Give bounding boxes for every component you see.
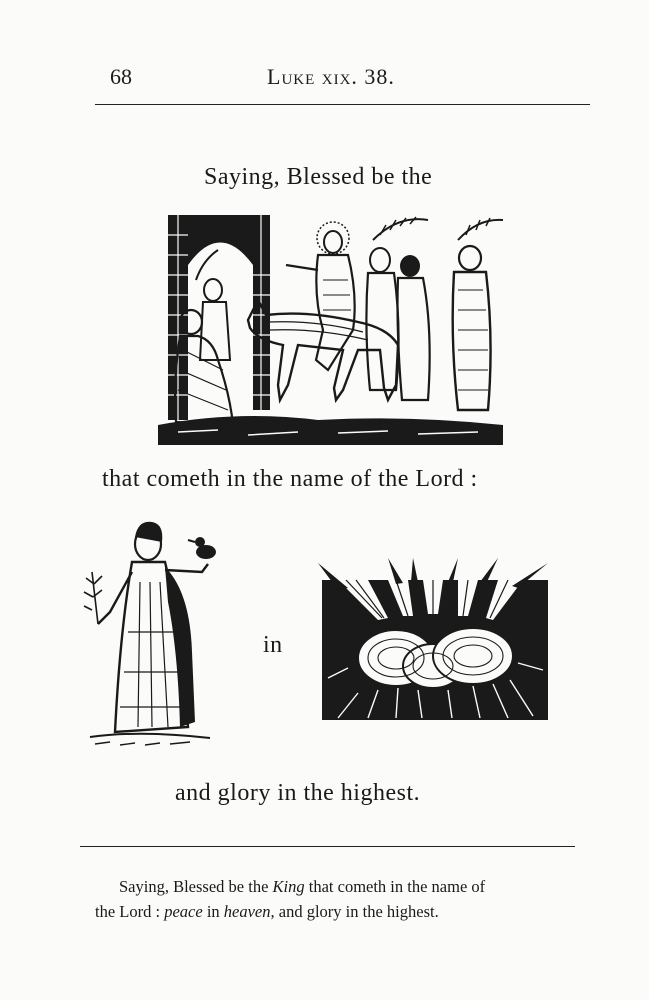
radiant-clouds-woodcut xyxy=(318,558,553,726)
caption-italic-king: King xyxy=(272,877,305,896)
page-header xyxy=(95,60,590,100)
page-number: 68 xyxy=(110,64,132,89)
header-rule xyxy=(95,104,590,105)
rebus-line-3: in xyxy=(263,632,283,658)
caption-text: the Lord : xyxy=(95,902,165,921)
caption-text: , and glory in the highest. xyxy=(270,902,439,921)
rebus-line-2: that cometh in the name of the Lord : xyxy=(102,466,478,492)
caption-rule xyxy=(80,846,575,847)
caption-italic-heaven: heaven xyxy=(223,902,271,921)
caption-text: in xyxy=(202,902,224,921)
caption-text: Saying, Blessed be the xyxy=(119,877,273,896)
rebus-line-1: Saying, Blessed be the xyxy=(204,164,433,190)
rebus-line-4: and glory in the highest. xyxy=(175,780,421,806)
caption-italic-peace: peace xyxy=(164,902,203,921)
caption-text: that cometh in the name of xyxy=(304,877,486,896)
running-head: Luke xix. 38. xyxy=(267,64,395,89)
verse-caption xyxy=(95,874,575,924)
woman-with-dove-woodcut xyxy=(80,512,225,752)
triumphal-entry-woodcut xyxy=(158,210,503,445)
caption-line-1 xyxy=(95,874,575,899)
caption-line-2 xyxy=(95,902,439,921)
